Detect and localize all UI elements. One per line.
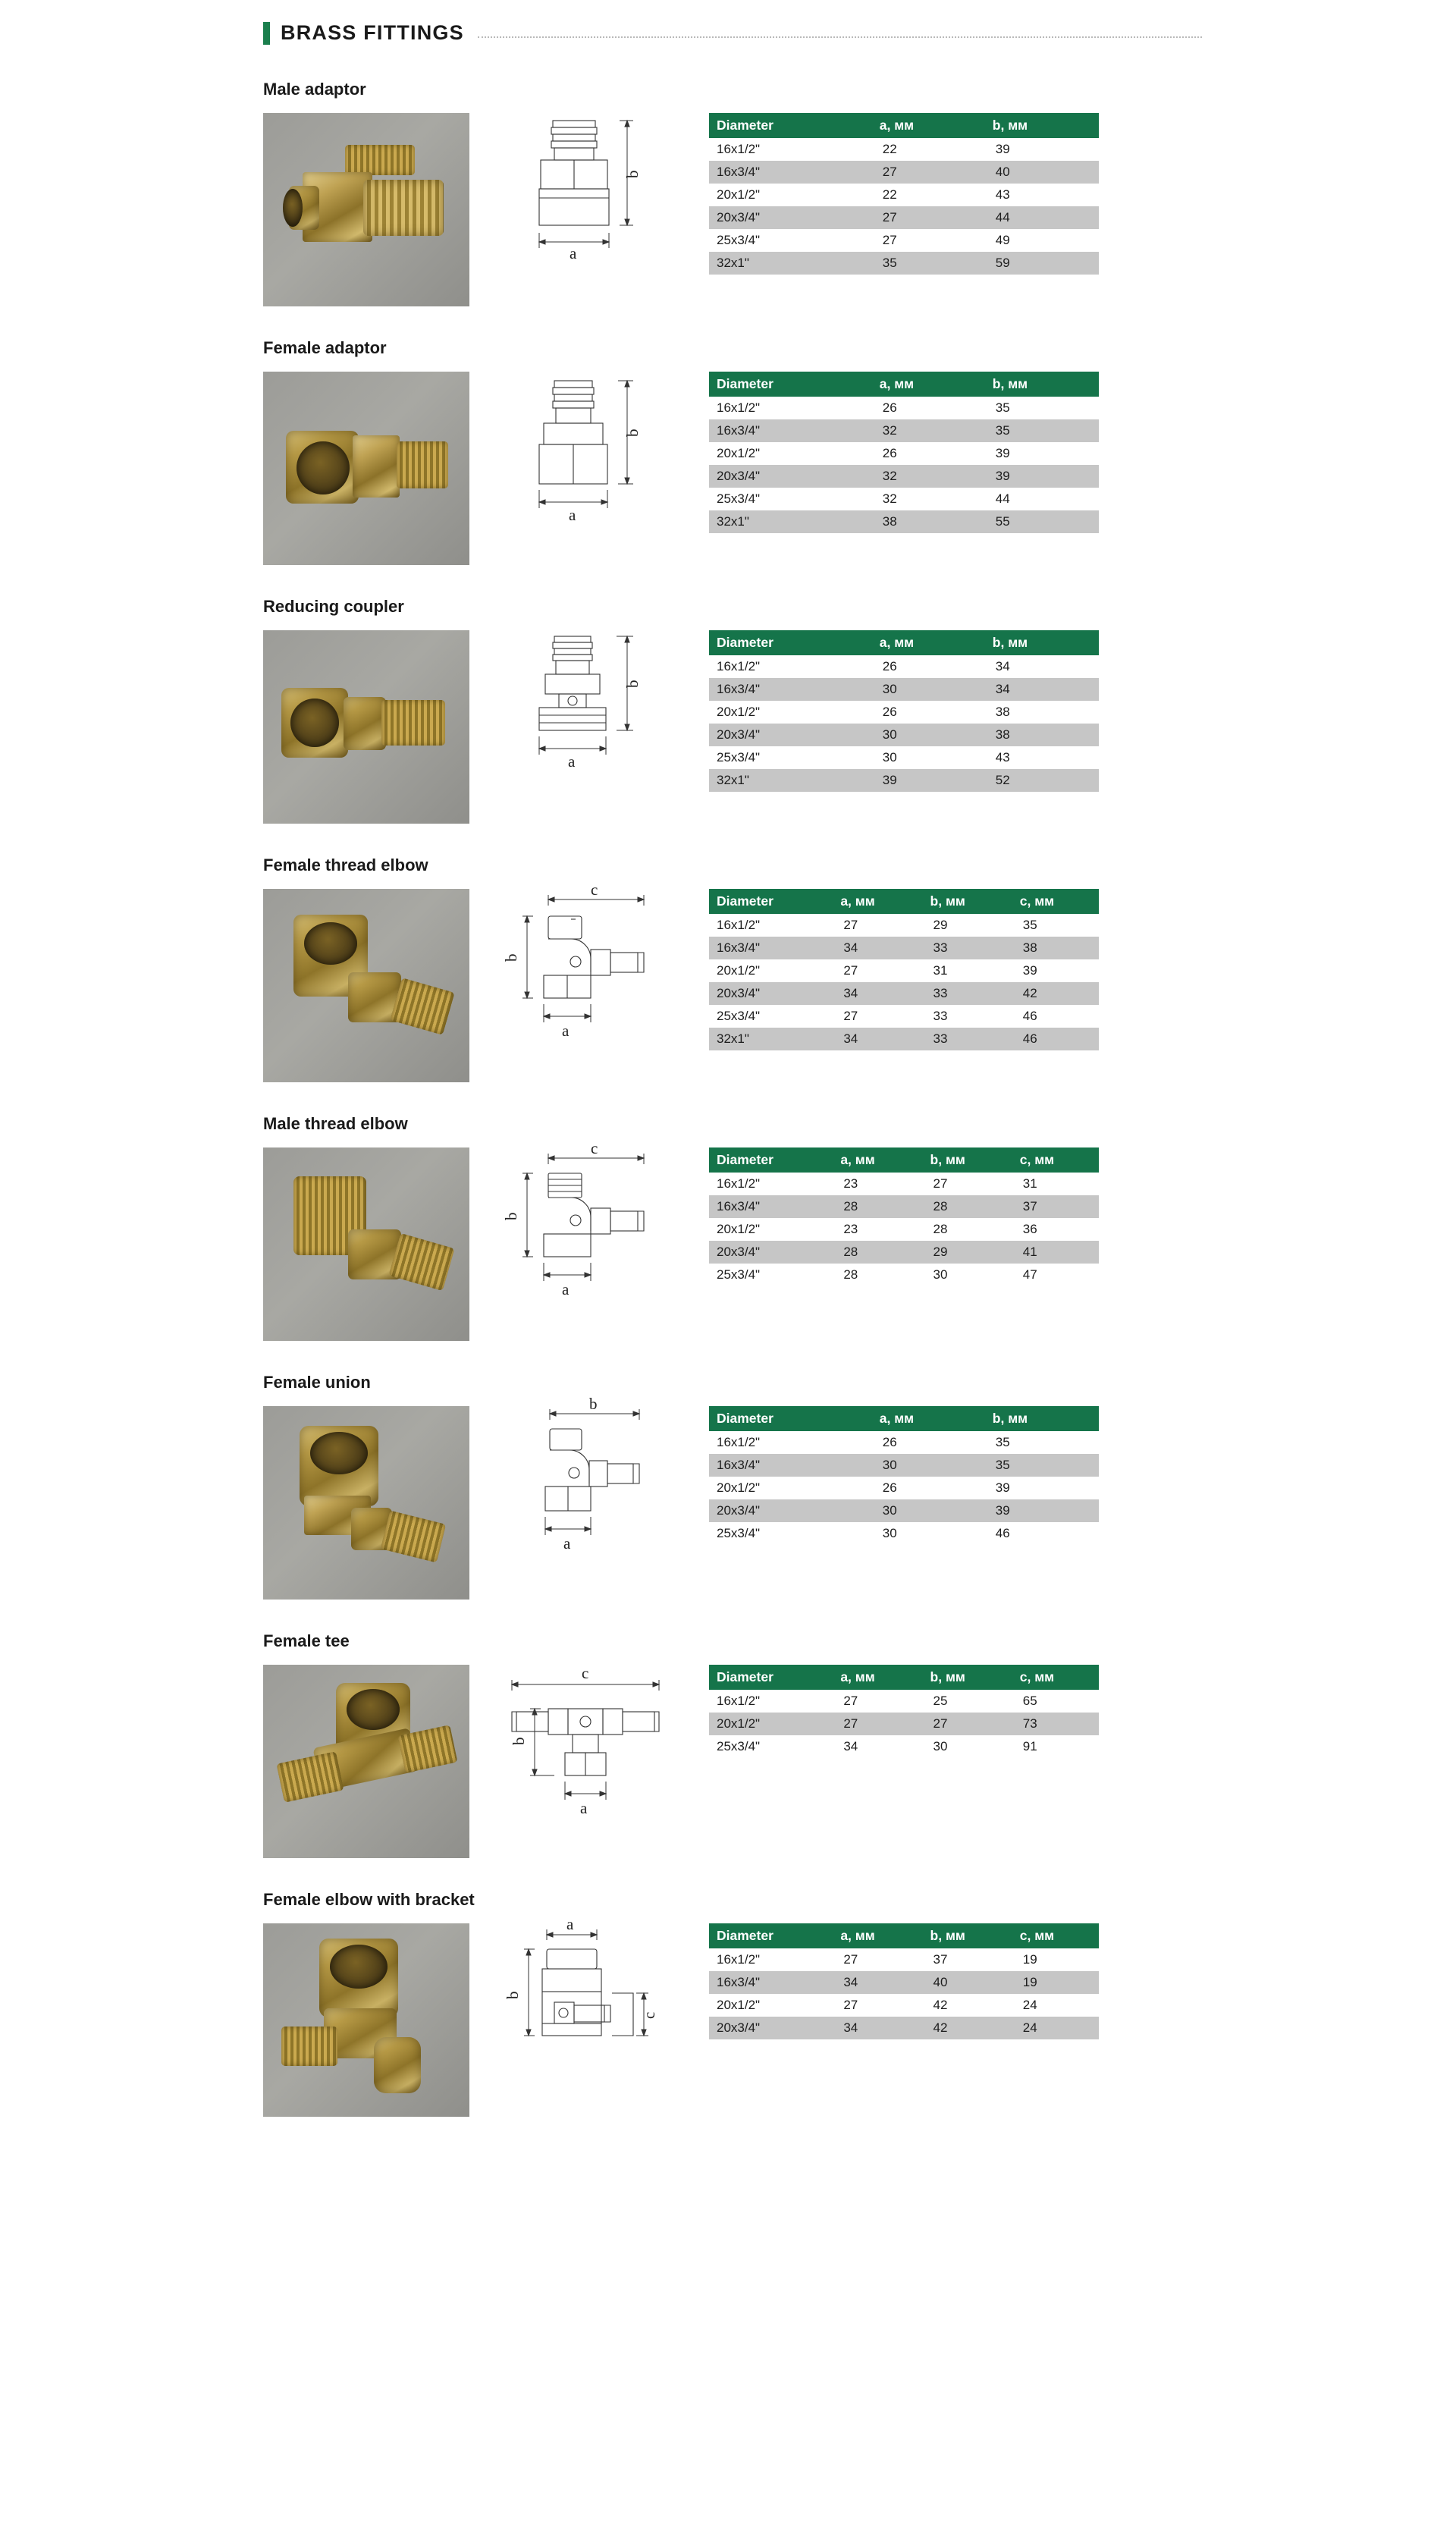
cell-a: 27 bbox=[830, 914, 919, 937]
cell-diameter: 25x3/4" bbox=[709, 1735, 830, 1758]
spec-table-female-union bbox=[709, 1406, 1099, 1545]
cell-c: 31 bbox=[1009, 1173, 1099, 1195]
cell-b: 35 bbox=[982, 397, 1099, 419]
cell-diameter: 16x1/2" bbox=[709, 138, 869, 161]
dim-label-b: b bbox=[623, 680, 642, 688]
product-photo-male-thread-elbow bbox=[263, 1147, 469, 1341]
table-row bbox=[709, 488, 1099, 510]
table-header-row bbox=[709, 1147, 1099, 1173]
cell-a: 35 bbox=[869, 252, 982, 275]
cell-b: 39 bbox=[982, 442, 1099, 465]
table-row bbox=[709, 1499, 1099, 1522]
cell-b: 27 bbox=[920, 1713, 1009, 1735]
dim-label-a: a bbox=[563, 1534, 571, 1552]
col-header-c: c, мм bbox=[1009, 889, 1099, 914]
dim-label-c: c bbox=[640, 2011, 658, 2019]
cell-diameter: 20x1/2" bbox=[709, 442, 869, 465]
col-header-a: a, мм bbox=[869, 372, 982, 397]
cell-diameter: 20x1/2" bbox=[709, 1218, 830, 1241]
cell-b: 33 bbox=[920, 982, 1009, 1005]
table-row bbox=[709, 1454, 1099, 1477]
dim-label-b: b bbox=[589, 1395, 598, 1413]
table-row bbox=[709, 1971, 1099, 1994]
cell-c: 19 bbox=[1009, 1948, 1099, 1971]
cell-a: 34 bbox=[830, 937, 919, 959]
table-row bbox=[709, 465, 1099, 488]
cell-diameter: 32x1" bbox=[709, 1028, 830, 1050]
dim-label-a: a bbox=[569, 506, 576, 524]
cell-c: 38 bbox=[1009, 937, 1099, 959]
table-header-row bbox=[709, 1406, 1099, 1431]
cell-b: 34 bbox=[982, 678, 1099, 701]
col-header-diameter: Diameter bbox=[709, 889, 830, 914]
cell-c: 73 bbox=[1009, 1713, 1099, 1735]
cell-a: 38 bbox=[869, 510, 982, 533]
cell-b: 55 bbox=[982, 510, 1099, 533]
dim-label-a: a bbox=[568, 752, 576, 771]
table-row bbox=[709, 1522, 1099, 1545]
cell-b: 30 bbox=[920, 1264, 1009, 1286]
cell-b: 28 bbox=[920, 1195, 1009, 1218]
cell-diameter: 20x1/2" bbox=[709, 184, 869, 206]
cell-a: 27 bbox=[869, 229, 982, 252]
col-header-diameter: Diameter bbox=[709, 1923, 830, 1948]
table-header-row bbox=[709, 889, 1099, 914]
dim-label-c: c bbox=[591, 1139, 598, 1157]
col-header-diameter: Diameter bbox=[709, 113, 869, 138]
cell-diameter: 20x1/2" bbox=[709, 1477, 869, 1499]
technical-drawing-female-union bbox=[506, 1395, 665, 1581]
section-female-tee bbox=[254, 1631, 1202, 1858]
cell-diameter: 16x1/2" bbox=[709, 1690, 830, 1713]
cell-b: 35 bbox=[982, 1454, 1099, 1477]
cell-b: 39 bbox=[982, 465, 1099, 488]
cell-a: 34 bbox=[830, 1028, 919, 1050]
dim-label-c: c bbox=[582, 1664, 589, 1682]
col-header-b: b, мм bbox=[920, 889, 1009, 914]
cell-diameter: 25x3/4" bbox=[709, 1005, 830, 1028]
cell-a: 32 bbox=[869, 465, 982, 488]
section-female-elbow-with-bracket bbox=[254, 1890, 1202, 2117]
cell-b: 33 bbox=[920, 937, 1009, 959]
cell-a: 27 bbox=[869, 206, 982, 229]
cell-c: 24 bbox=[1009, 1994, 1099, 2017]
table-row bbox=[709, 1218, 1099, 1241]
cell-c: 35 bbox=[1009, 914, 1099, 937]
table-header-row bbox=[709, 113, 1099, 138]
product-photo-reducing-coupler bbox=[263, 630, 469, 824]
col-header-b: b, мм bbox=[920, 1665, 1009, 1690]
cell-diameter: 25x3/4" bbox=[709, 229, 869, 252]
cell-a: 27 bbox=[830, 1690, 919, 1713]
cell-a: 23 bbox=[830, 1173, 919, 1195]
col-header-b: b, мм bbox=[982, 1406, 1099, 1431]
cell-a: 27 bbox=[830, 959, 919, 982]
cell-c: 42 bbox=[1009, 982, 1099, 1005]
table-header-row bbox=[709, 630, 1099, 655]
cell-b: 43 bbox=[982, 746, 1099, 769]
section-title: Female elbow with bracket bbox=[263, 1890, 475, 1909]
cell-diameter: 16x3/4" bbox=[709, 1195, 830, 1218]
cell-diameter: 16x3/4" bbox=[709, 1971, 830, 1994]
cell-a: 30 bbox=[869, 746, 982, 769]
section-female-adaptor bbox=[254, 338, 1202, 565]
table-row bbox=[709, 397, 1099, 419]
cell-b: 25 bbox=[920, 1690, 1009, 1713]
col-header-a: a, мм bbox=[869, 1406, 982, 1431]
cell-diameter: 16x1/2" bbox=[709, 914, 830, 937]
section-reducing-coupler bbox=[254, 597, 1202, 824]
dim-label-a: a bbox=[562, 1280, 570, 1298]
cell-diameter: 16x1/2" bbox=[709, 655, 869, 678]
section-title: Female tee bbox=[263, 1631, 350, 1650]
cell-a: 27 bbox=[869, 161, 982, 184]
spec-table-male-adaptor bbox=[709, 113, 1099, 275]
technical-drawing-reducing-coupler bbox=[506, 630, 665, 805]
col-header-diameter: Diameter bbox=[709, 372, 869, 397]
table-row bbox=[709, 655, 1099, 678]
table-row bbox=[709, 1173, 1099, 1195]
cell-diameter: 16x3/4" bbox=[709, 1454, 869, 1477]
product-photo-female-elbow-with-bracket bbox=[263, 1923, 469, 2117]
cell-a: 27 bbox=[830, 1948, 919, 1971]
spec-table-reducing-coupler bbox=[709, 630, 1099, 792]
cell-b: 29 bbox=[920, 1241, 1009, 1264]
cell-b: 35 bbox=[982, 1431, 1099, 1454]
spec-table-female-adaptor bbox=[709, 372, 1099, 533]
table-row bbox=[709, 701, 1099, 724]
table-row bbox=[709, 1005, 1099, 1028]
table-row bbox=[709, 1241, 1099, 1264]
cell-diameter: 20x3/4" bbox=[709, 206, 869, 229]
cell-diameter: 20x1/2" bbox=[709, 1713, 830, 1735]
cell-diameter: 20x3/4" bbox=[709, 2017, 830, 2039]
cell-c: 41 bbox=[1009, 1241, 1099, 1264]
cell-diameter: 16x1/2" bbox=[709, 1431, 869, 1454]
col-header-a: a, мм bbox=[830, 1665, 919, 1690]
cell-diameter: 16x3/4" bbox=[709, 161, 869, 184]
col-header-a: a, мм bbox=[830, 889, 919, 914]
cell-c: 39 bbox=[1009, 959, 1099, 982]
cell-b: 39 bbox=[982, 1499, 1099, 1522]
cell-c: 65 bbox=[1009, 1690, 1099, 1713]
table-row bbox=[709, 769, 1099, 792]
dim-label-a: a bbox=[570, 244, 577, 262]
table-row bbox=[709, 442, 1099, 465]
dim-label-b: b bbox=[502, 953, 520, 962]
cell-c: 47 bbox=[1009, 1264, 1099, 1286]
cell-diameter: 25x3/4" bbox=[709, 746, 869, 769]
cell-diameter: 16x3/4" bbox=[709, 678, 869, 701]
technical-drawing-female-elbow-with-bracket bbox=[504, 1915, 665, 2105]
cell-b: 49 bbox=[982, 229, 1099, 252]
col-header-diameter: Diameter bbox=[709, 1147, 830, 1173]
table-row bbox=[709, 1264, 1099, 1286]
dim-label-b: b bbox=[504, 1991, 522, 1999]
cell-diameter: 16x3/4" bbox=[709, 937, 830, 959]
col-header-a: a, мм bbox=[830, 1923, 919, 1948]
cell-a: 26 bbox=[869, 655, 982, 678]
cell-diameter: 20x1/2" bbox=[709, 1994, 830, 2017]
col-header-a: a, мм bbox=[869, 630, 982, 655]
cell-a: 22 bbox=[869, 138, 982, 161]
cell-b: 28 bbox=[920, 1218, 1009, 1241]
cell-b: 31 bbox=[920, 959, 1009, 982]
cell-c: 46 bbox=[1009, 1005, 1099, 1028]
cell-c: 36 bbox=[1009, 1218, 1099, 1241]
spec-table-female-tee bbox=[709, 1665, 1099, 1758]
dim-label-b: b bbox=[502, 1212, 520, 1220]
product-photo-female-thread-elbow bbox=[263, 889, 469, 1082]
col-header-diameter: Diameter bbox=[709, 1665, 830, 1690]
cell-b: 40 bbox=[920, 1971, 1009, 1994]
col-header-b: b, мм bbox=[982, 372, 1099, 397]
table-row bbox=[709, 959, 1099, 982]
table-row bbox=[709, 914, 1099, 937]
col-header-b: b, мм bbox=[982, 630, 1099, 655]
cell-a: 26 bbox=[869, 701, 982, 724]
cell-diameter: 25x3/4" bbox=[709, 1522, 869, 1545]
cell-c: 24 bbox=[1009, 2017, 1099, 2039]
cell-b: 44 bbox=[982, 206, 1099, 229]
cell-c: 19 bbox=[1009, 1971, 1099, 1994]
col-header-c: c, мм bbox=[1009, 1147, 1099, 1173]
page-title: BRASS FITTINGS bbox=[281, 21, 464, 44]
cell-diameter: 20x3/4" bbox=[709, 982, 830, 1005]
table-row bbox=[709, 419, 1099, 442]
dim-label-b: b bbox=[510, 1737, 528, 1745]
table-row bbox=[709, 252, 1099, 275]
col-header-b: b, мм bbox=[920, 1923, 1009, 1948]
cell-a: 34 bbox=[830, 1971, 919, 1994]
cell-b: 39 bbox=[982, 1477, 1099, 1499]
cell-b: 33 bbox=[920, 1005, 1009, 1028]
cell-diameter: 25x3/4" bbox=[709, 488, 869, 510]
cell-a: 23 bbox=[830, 1218, 919, 1241]
cell-c: 46 bbox=[1009, 1028, 1099, 1050]
table-header-row bbox=[709, 1665, 1099, 1690]
cell-a: 28 bbox=[830, 1241, 919, 1264]
cell-a: 26 bbox=[869, 442, 982, 465]
col-header-diameter: Diameter bbox=[709, 1406, 869, 1431]
cell-a: 27 bbox=[830, 1005, 919, 1028]
table-row bbox=[709, 2017, 1099, 2039]
header-accent-bar bbox=[263, 22, 270, 45]
cell-a: 30 bbox=[869, 1522, 982, 1545]
table-row bbox=[709, 184, 1099, 206]
cell-a: 27 bbox=[830, 1713, 919, 1735]
table-row bbox=[709, 1690, 1099, 1713]
cell-diameter: 16x3/4" bbox=[709, 419, 869, 442]
dim-label-b: b bbox=[623, 429, 642, 437]
cell-b: 44 bbox=[982, 488, 1099, 510]
table-row bbox=[709, 937, 1099, 959]
product-photo-female-tee bbox=[263, 1665, 469, 1858]
cell-a: 34 bbox=[830, 982, 919, 1005]
cell-diameter: 32x1" bbox=[709, 769, 869, 792]
cell-b: 34 bbox=[982, 655, 1099, 678]
cell-b: 52 bbox=[982, 769, 1099, 792]
spec-table-female-elbow-with-bracket bbox=[709, 1923, 1099, 2039]
section-title: Female adaptor bbox=[263, 338, 387, 357]
cell-a: 26 bbox=[869, 1431, 982, 1454]
cell-b: 43 bbox=[982, 184, 1099, 206]
spec-table-male-thread-elbow bbox=[709, 1147, 1099, 1286]
table-row bbox=[709, 982, 1099, 1005]
cell-a: 39 bbox=[869, 769, 982, 792]
cell-a: 34 bbox=[830, 1735, 919, 1758]
table-row bbox=[709, 746, 1099, 769]
table-row bbox=[709, 1713, 1099, 1735]
table-row bbox=[709, 1735, 1099, 1758]
spec-table-female-thread-elbow bbox=[709, 889, 1099, 1050]
cell-a: 28 bbox=[830, 1264, 919, 1286]
cell-diameter: 16x1/2" bbox=[709, 1948, 830, 1971]
table-row bbox=[709, 206, 1099, 229]
table-header-row bbox=[709, 372, 1099, 397]
section-male-thread-elbow bbox=[254, 1114, 1202, 1341]
table-row bbox=[709, 1948, 1099, 1971]
cell-a: 27 bbox=[830, 1994, 919, 2017]
cell-diameter: 16x1/2" bbox=[709, 397, 869, 419]
table-row bbox=[709, 510, 1099, 533]
cell-a: 28 bbox=[830, 1195, 919, 1218]
cell-a: 26 bbox=[869, 1477, 982, 1499]
technical-drawing-female-adaptor bbox=[506, 372, 665, 546]
table-row bbox=[709, 229, 1099, 252]
cell-b: 29 bbox=[920, 914, 1009, 937]
table-row bbox=[709, 1431, 1099, 1454]
table-row bbox=[709, 678, 1099, 701]
cell-b: 39 bbox=[982, 138, 1099, 161]
cell-a: 26 bbox=[869, 397, 982, 419]
cell-b: 37 bbox=[920, 1948, 1009, 1971]
cell-diameter: 32x1" bbox=[709, 252, 869, 275]
cell-b: 46 bbox=[982, 1522, 1099, 1545]
col-header-b: b, мм bbox=[920, 1147, 1009, 1173]
cell-a: 30 bbox=[869, 678, 982, 701]
cell-b: 30 bbox=[920, 1735, 1009, 1758]
section-title: Reducing coupler bbox=[263, 597, 404, 616]
cell-b: 35 bbox=[982, 419, 1099, 442]
cell-a: 32 bbox=[869, 488, 982, 510]
cell-a: 22 bbox=[869, 184, 982, 206]
cell-a: 34 bbox=[830, 2017, 919, 2039]
technical-drawing-male-thread-elbow bbox=[502, 1139, 665, 1322]
technical-drawing-female-thread-elbow bbox=[502, 881, 665, 1063]
dim-label-a: a bbox=[562, 1022, 570, 1040]
cell-a: 30 bbox=[869, 1499, 982, 1522]
technical-drawing-female-tee bbox=[506, 1665, 665, 1839]
cell-b: 38 bbox=[982, 724, 1099, 746]
dim-label-a: a bbox=[580, 1799, 588, 1817]
table-row bbox=[709, 724, 1099, 746]
cell-b: 27 bbox=[920, 1173, 1009, 1195]
col-header-diameter: Diameter bbox=[709, 630, 869, 655]
cell-diameter: 20x3/4" bbox=[709, 465, 869, 488]
cell-diameter: 20x3/4" bbox=[709, 1241, 830, 1264]
section-female-union bbox=[254, 1373, 1202, 1600]
section-title: Female union bbox=[263, 1373, 371, 1392]
table-row bbox=[709, 1195, 1099, 1218]
technical-drawing-male-adaptor bbox=[506, 113, 665, 287]
cell-b: 38 bbox=[982, 701, 1099, 724]
cell-diameter: 20x1/2" bbox=[709, 701, 869, 724]
product-photo-male-adaptor bbox=[263, 113, 469, 306]
product-photo-female-union bbox=[263, 1406, 469, 1600]
section-title: Male adaptor bbox=[263, 80, 366, 99]
cell-b: 33 bbox=[920, 1028, 1009, 1050]
header-dotted-rule bbox=[478, 36, 1202, 38]
table-row bbox=[709, 161, 1099, 184]
cell-diameter: 25x3/4" bbox=[709, 1264, 830, 1286]
cell-a: 32 bbox=[869, 419, 982, 442]
cell-b: 59 bbox=[982, 252, 1099, 275]
col-header-b: b, мм bbox=[982, 113, 1099, 138]
col-header-c: c, мм bbox=[1009, 1665, 1099, 1690]
col-header-c: c, мм bbox=[1009, 1923, 1099, 1948]
cell-b: 40 bbox=[982, 161, 1099, 184]
table-row bbox=[709, 1994, 1099, 2017]
cell-c: 37 bbox=[1009, 1195, 1099, 1218]
cell-b: 42 bbox=[920, 1994, 1009, 2017]
col-header-a: a, мм bbox=[830, 1147, 919, 1173]
cell-diameter: 20x3/4" bbox=[709, 1499, 869, 1522]
cell-a: 30 bbox=[869, 724, 982, 746]
page-header bbox=[263, 21, 1202, 45]
dim-label-a: a bbox=[566, 1915, 574, 1933]
cell-b: 42 bbox=[920, 2017, 1009, 2039]
table-row bbox=[709, 1028, 1099, 1050]
section-male-adaptor bbox=[254, 80, 1202, 306]
col-header-a: a, мм bbox=[869, 113, 982, 138]
cell-a: 30 bbox=[869, 1454, 982, 1477]
cell-diameter: 20x3/4" bbox=[709, 724, 869, 746]
cell-diameter: 32x1" bbox=[709, 510, 869, 533]
cell-diameter: 20x1/2" bbox=[709, 959, 830, 982]
product-photo-female-adaptor bbox=[263, 372, 469, 565]
section-female-thread-elbow bbox=[254, 856, 1202, 1082]
section-title: Female thread elbow bbox=[263, 856, 428, 874]
cell-diameter: 16x1/2" bbox=[709, 1173, 830, 1195]
section-title: Male thread elbow bbox=[263, 1114, 408, 1133]
cell-c: 91 bbox=[1009, 1735, 1099, 1758]
dim-label-c: c bbox=[591, 881, 598, 899]
table-row bbox=[709, 138, 1099, 161]
table-row bbox=[709, 1477, 1099, 1499]
dim-label-b: b bbox=[623, 170, 642, 178]
table-header-row bbox=[709, 1923, 1099, 1948]
